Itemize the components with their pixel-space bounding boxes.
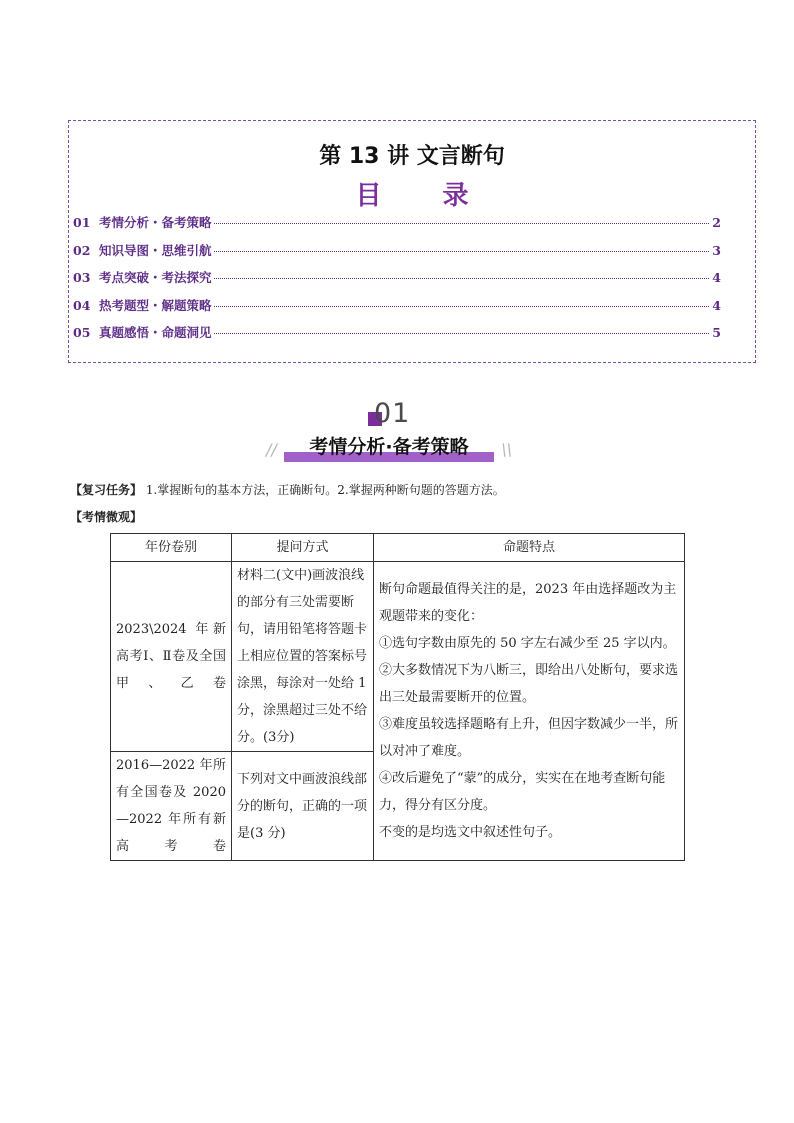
column-header: 提问方式 bbox=[232, 534, 374, 562]
toc-item-number: 01 bbox=[73, 215, 91, 230]
toc-item-page: 3 bbox=[712, 242, 721, 258]
toc-box bbox=[68, 120, 756, 363]
section-number-text: 01 bbox=[374, 398, 411, 429]
year-cell: 2023\2024 年新高考Ⅰ、Ⅱ卷及全国甲、乙卷 bbox=[111, 562, 232, 752]
right-slash-decoration-icon: \\ bbox=[501, 440, 512, 459]
toc-item[interactable] bbox=[73, 213, 721, 241]
question-cell: 下列对文中画波浪线部分的断句，正确的一项是(3 分) bbox=[232, 752, 374, 861]
table-header-row bbox=[111, 534, 685, 562]
column-header: 命题特点 bbox=[374, 534, 685, 562]
toc-list bbox=[73, 213, 721, 351]
feature-line: ②大多数情况下为八断三，即给出八处断句，要求选出三处最需要断开的位置。 bbox=[379, 663, 679, 705]
document-title: 第 13 讲 文言断句 bbox=[319, 144, 505, 169]
exam-trend-tag: 【考情微观】 bbox=[70, 510, 143, 524]
toc-heading: 目 录 bbox=[355, 181, 495, 211]
toc-item[interactable] bbox=[73, 241, 721, 269]
toc-item-number: 05 bbox=[73, 325, 91, 340]
section-number bbox=[360, 400, 420, 432]
toc-item-page: 5 bbox=[712, 325, 721, 340]
toc-leader-dots bbox=[214, 223, 709, 224]
feature-line: ①选句字数由原先的 50 字左右减少至 25 字以内。 bbox=[379, 636, 676, 651]
toc-item[interactable] bbox=[73, 296, 721, 324]
toc-leader-dots bbox=[214, 306, 709, 307]
year-cell: 2016—2022 年所有全国卷及 2020—2022 年所有新高考卷 bbox=[111, 752, 232, 861]
table-row bbox=[111, 562, 685, 752]
toc-item-label: 知识导图・思维引航 bbox=[99, 242, 212, 258]
toc-item-number: 04 bbox=[73, 297, 91, 313]
question-cell: 材料二(文中)画波浪线的部分有三处需要断句，请用铅笔将答题卡上相应位置的答案标号涂黑，每涂对一处给 1 分，涂黑超过三处不给分。(3分) bbox=[232, 562, 374, 752]
toc-item-number: 02 bbox=[73, 242, 91, 258]
toc-item[interactable] bbox=[73, 323, 721, 351]
toc-leader-dots bbox=[214, 278, 709, 279]
review-task-tag: 【复习任务】 bbox=[70, 483, 143, 497]
exam-analysis-table bbox=[110, 533, 685, 861]
toc-leader-dots bbox=[214, 333, 709, 334]
toc-item-number: 03 bbox=[73, 270, 91, 285]
review-task-text: 1.掌握断句的基本方法，正确断句。2.掌握两种断句题的答题方法。 bbox=[145, 483, 505, 497]
column-header: 年份卷别 bbox=[111, 534, 232, 562]
toc-item-page: 4 bbox=[712, 297, 721, 313]
feature-line: 不变的是均选文中叙述性句子。 bbox=[379, 825, 562, 840]
toc-item-label: 热考题型・解题策略 bbox=[99, 297, 212, 313]
toc-item-page: 2 bbox=[712, 215, 721, 230]
toc-leader-dots bbox=[214, 251, 709, 252]
toc-item-label: 考点突破・考法探究 bbox=[99, 270, 212, 285]
review-task bbox=[70, 481, 505, 498]
toc-item-page: 4 bbox=[712, 270, 721, 285]
section-banner bbox=[262, 432, 516, 466]
feature-line: ④改后避免了“蒙”的成分，实实在在地考查断句能力，得分有区分度。 bbox=[379, 771, 666, 813]
toc-item-label: 真题感悟・命题洞见 bbox=[99, 325, 212, 340]
toc-item-label: 考情分析・备考策略 bbox=[99, 215, 212, 230]
toc-item[interactable] bbox=[73, 268, 721, 296]
features-cell bbox=[374, 562, 685, 861]
feature-line: 断句命题最值得关注的是，2023 年由选择题改为主观题带来的变化： bbox=[379, 582, 677, 624]
feature-line: ③难度虽较选择题略有上升，但因字数减少一半，所以对冲了难度。 bbox=[379, 717, 679, 759]
section-title: 考情分析·备考策略 bbox=[309, 436, 469, 458]
left-slash-decoration-icon: // bbox=[266, 440, 277, 459]
